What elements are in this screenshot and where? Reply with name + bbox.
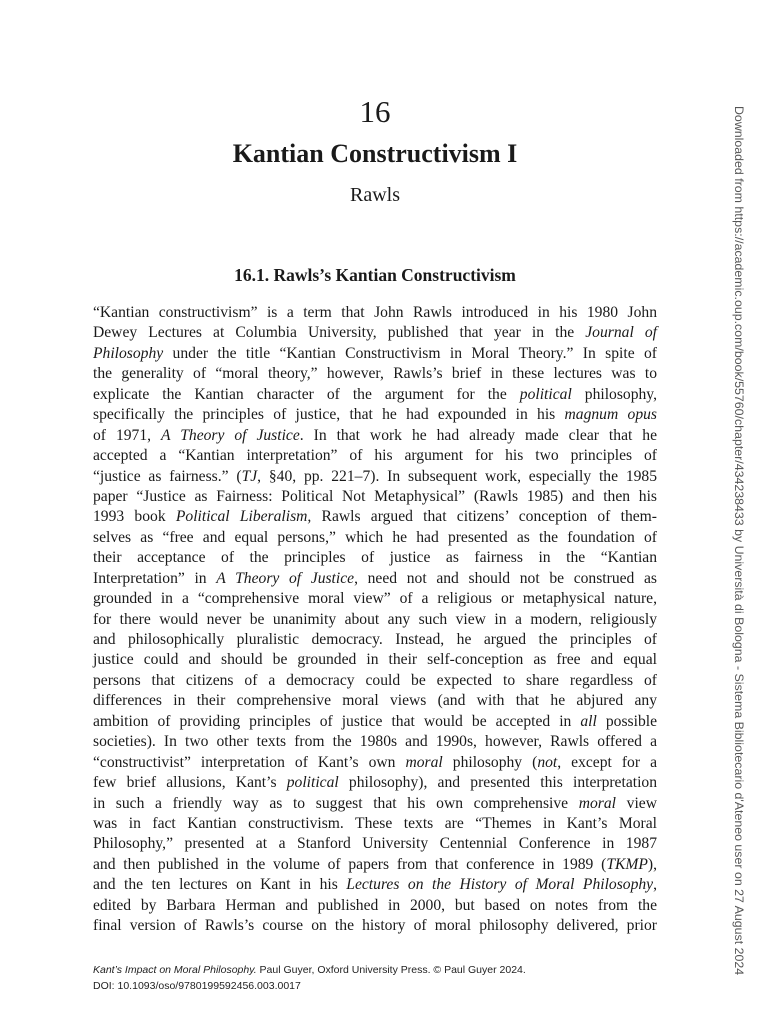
- body-line: [93, 773, 657, 793]
- body-emphasis: TJ: [241, 467, 258, 485]
- body-text-run: Rawls argued that citizens’ conception of them-: [311, 508, 657, 526]
- body-text-run: “justice as fairness.” (: [93, 467, 242, 485]
- chapter-subtitle: Rawls: [350, 184, 400, 206]
- body-text-run: ambition of providing principles of justice that would be accepted in: [93, 712, 581, 730]
- body-text-run: the generality of “moral theory,” however, Rawls’s brief in these lectures was to: [93, 365, 657, 383]
- body-text-run: grounded in a “comprehensive moral view” of a religious or metaphysical nature,: [93, 590, 657, 608]
- body-line: [93, 834, 657, 854]
- body-line: [93, 712, 657, 732]
- body-line: [93, 323, 657, 343]
- body-text-run: few brief allusions, Kant’s: [93, 774, 287, 792]
- body-text-run: their acceptance of the principles of justice as fairness in the “Kantian: [93, 549, 657, 567]
- body-line: [93, 794, 657, 814]
- body-text-run: specifically the principles of justice, that he had expounded in his: [93, 406, 565, 424]
- body-text-run: of 1971,: [93, 426, 162, 444]
- page-footer: [93, 962, 693, 994]
- body-emphasis: political: [286, 774, 339, 792]
- body-line: [93, 507, 657, 527]
- body-line: [93, 855, 657, 875]
- body-emphasis: moral: [578, 794, 616, 812]
- body-text-run: philosophy (: [442, 753, 538, 771]
- body-emphasis: Philosophy: [93, 344, 164, 362]
- body-line: [93, 589, 657, 609]
- body-text-run: final version of Rawls’s course on the history of moral philosophy delivered, prior: [93, 917, 657, 935]
- body-line: [93, 467, 657, 487]
- footer-citation: [93, 962, 693, 978]
- body-emphasis: Political Liberalism,: [175, 508, 312, 526]
- body-line: [93, 916, 657, 936]
- body-line: [93, 875, 657, 895]
- body-text-run: Philosophy,” presented at a Stanford University Centennial Conference in 1987: [93, 835, 657, 853]
- body-emphasis: political: [519, 385, 572, 403]
- body-text-run: persons that citizens of a democracy could be expected to share regardless of: [93, 671, 657, 689]
- footer-doi: DOI: 10.1093/oso/9780199592456.003.0017: [93, 980, 301, 992]
- body-emphasis: TKMP: [606, 855, 648, 873]
- body-text-run: ,: [653, 876, 657, 894]
- body-text-run: possible: [596, 712, 657, 730]
- body-line: [93, 671, 657, 691]
- body-text-run: selves as “free and equal persons,” which he had presented as the foundation of: [93, 528, 657, 546]
- body-text-run: “Kantian constructivism” is a term that John Rawls introduced in his 1980 John: [93, 304, 657, 321]
- body-line: [93, 732, 657, 752]
- body-text-run: , §40, pp. 221–7). In subsequent work, especially the 1985: [257, 467, 658, 485]
- body-text-run: differences in their comprehensive moral views (and with that he abjured any: [93, 692, 657, 710]
- body-line: [93, 691, 657, 711]
- body-text-run: , need not and should not be construed as: [354, 569, 657, 587]
- body-line: [93, 405, 657, 425]
- body-line: [93, 814, 657, 834]
- download-watermark: [727, 106, 751, 986]
- section-heading: 16.1. Rawls’s Kantian Constructivism: [234, 265, 516, 285]
- chapter-number: 16: [359, 94, 391, 129]
- body-emphasis: A Theory of Justice: [161, 426, 300, 444]
- body-line: [93, 487, 657, 507]
- body-line: [93, 426, 657, 446]
- body-text-run: for there would never be unanimity about any such view in a modern, religiously: [93, 610, 657, 628]
- body-text-run: justice could and should be grounded in their self-conception as free and equal: [93, 651, 657, 669]
- body-line: [93, 650, 657, 670]
- download-watermark-text: Downloaded from https://academic.oup.com/book/55760/chapter/434238433 by Università di Bologna - Sistema Bibliotecario d'Ateneo user on 27 August 2024: [732, 106, 746, 976]
- body-text-run: “constructivist” interpretation of Kant’s own: [93, 753, 406, 771]
- body-text-run: was in fact Kantian constructivism. These texts are “Themes in Kant’s Moral: [93, 814, 657, 832]
- body-text-run: ),: [647, 855, 657, 873]
- body-emphasis: Journal of: [585, 324, 657, 342]
- body-text-run: view: [616, 794, 657, 812]
- body-line: [93, 528, 657, 548]
- body-text-run: in such a friendly way as to suggest that his own comprehensive: [93, 794, 579, 812]
- body-emphasis: not: [537, 753, 558, 771]
- body-text-run: and the ten lectures on Kant in his: [93, 876, 347, 894]
- body-text-run: and philosophically pluralistic democracy. Instead, he argued the principles of: [93, 631, 657, 648]
- body-emphasis: all: [580, 712, 597, 730]
- footer-book-title: Kant’s Impact on Moral Philosophy.: [93, 964, 257, 976]
- body-line: [93, 364, 657, 384]
- body-text-run: Dewey Lectures at Columbia University, published that year in the: [93, 324, 586, 342]
- body-line: [93, 385, 657, 405]
- body-text-run: under the title “Kantian Constructivism in Moral Theory.” In spite of: [163, 344, 657, 362]
- body-text-run: 1993 book: [93, 508, 176, 526]
- footer-credit: Paul Guyer, Oxford University Press. © Paul Guyer 2024.: [256, 964, 526, 976]
- body-line: [93, 569, 657, 589]
- chapter-title: Kantian Constructivism I: [232, 139, 518, 168]
- body-line: [93, 548, 657, 568]
- body-text-run: accepted a “Kantian interpretation” of his argument for his two principles of: [93, 447, 657, 465]
- body-line: [93, 344, 657, 364]
- body-text-run: philosophy,: [571, 385, 657, 403]
- body-line: [93, 446, 657, 466]
- body-line: [93, 303, 657, 323]
- body-text-run: societies). In two other texts from the 1980s and 1990s, however, Rawls offered a: [93, 733, 657, 751]
- body-text-run: paper “Justice as Fairness: Political Not Metaphysical” (Rawls 1985) and then his: [93, 487, 657, 505]
- body-text-run: . In that work he had already made clear that he: [299, 426, 657, 444]
- body-emphasis: A Theory of Justice: [216, 569, 355, 587]
- body-line: [93, 753, 657, 773]
- body-text-run: philosophy), and presented this interpretation: [338, 774, 657, 792]
- body-line: [93, 630, 657, 650]
- body-paragraph: [93, 303, 657, 937]
- body-emphasis: Lectures on the History of Moral Philosophy: [346, 876, 654, 894]
- body-text-run: , except for a: [557, 753, 657, 771]
- body-text-run: and then published in the volume of papers from that conference in 1989 (: [93, 855, 607, 873]
- body-text-run: edited by Barbara Herman and published in 2000, but based on notes from the: [93, 896, 657, 914]
- body-line: [93, 610, 657, 630]
- body-text-run: Interpretation” in: [93, 569, 217, 587]
- body-emphasis: moral: [405, 753, 443, 771]
- body-line: [93, 896, 657, 916]
- body-emphasis: magnum opus: [564, 406, 657, 424]
- body-text-run: explicate the Kantian character of the argument for the: [93, 385, 520, 403]
